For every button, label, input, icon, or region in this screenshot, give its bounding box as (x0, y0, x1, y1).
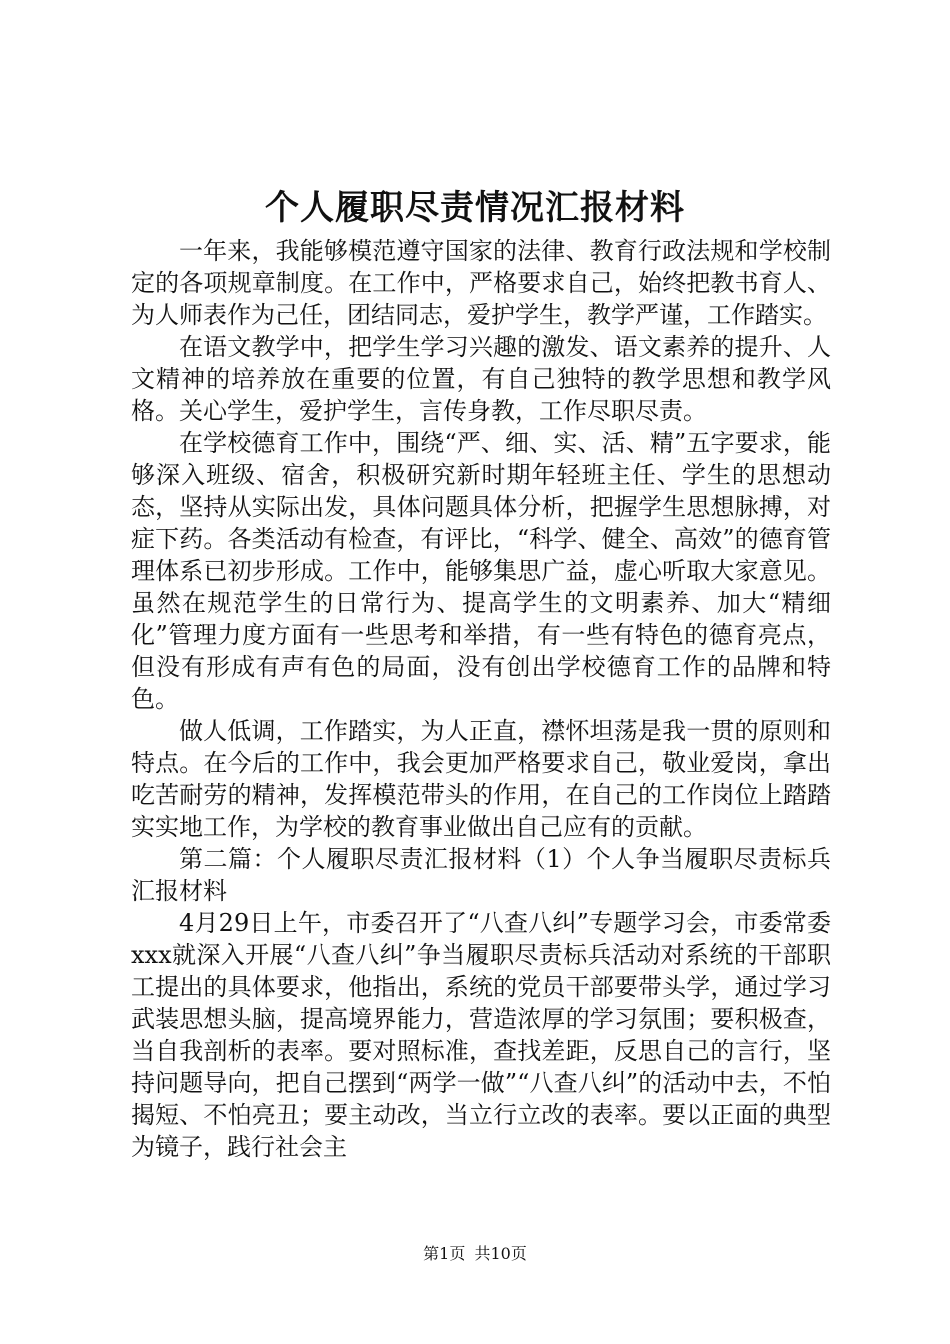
section-heading-2: 第二篇：个人履职尽责汇报材料（1）个人争当履职尽责标兵汇报材料 (131, 845, 831, 905)
page-number: 第1页 (423, 1244, 466, 1263)
page-footer (0, 1242, 950, 1266)
paragraph-2: 在语文教学中，把学生学习兴趣的激发、语文素养的提升、人文精神的培养放在重要的位置，有自己独特的教学思想和教学风格。关心学生，爱护学生，言传身教，工作尽职尽责。 (131, 333, 831, 425)
document-title: 个人履职尽责情况汇报材料 (265, 188, 685, 228)
paragraph-4: 做人低调，工作踏实，为人正直，襟怀坦荡是我一贯的原则和特点。在今后的工作中，我会更加严格要求自己，敬业爱岗，拿出吃苦耐劳的精神，发挥模范带头的作用，在自己的工作岗位上踏踏实实地工作，为学校的教育事业做出自己应有的贡献。 (131, 717, 831, 841)
paragraph-5: 4月29日上午，市委召开了“八查八纠”专题学习会，市委常委xxx就深入开展“八查八纠”争当履职尽责标兵活动对系统的干部职工提出的具体要求，他指出，系统的党员干部要带头学，通过学习武装思想头脑，提高境界能力，营造浓厚的学习氛围；要积极查，当自我剖析的表率。要对照标准，查找差距，反思自己的言行，坚持问题导向，把自己摆到“两学一做”“八查八纠”的活动中去，不怕揭短、不怕亮丑；要主动改，当立行立改的表率。要以正面的典型为镜子，践行社会主 (131, 909, 831, 1161)
page-total: 共10页 (474, 1244, 527, 1263)
paragraph-3: 在学校德育工作中，围绕“严、细、实、活、精”五字要求，能够深入班级、宿舍，积极研究新时期年轻班主任、学生的思想动态，坚持从实际出发，具体问题具体分析，把握学生思想脉搏，对症下药。各类活动有检查，有评比，“科学、健全、高效”的德育管理体系已初步形成。工作中，能够集思广益，虚心听取大家意见。虽然在规范学生的日常行为、提高学生的文明素养、加大“精细化”管理力度方面有一些思考和举措，有一些有特色的德育亮点，但没有形成有声有色的局面，没有创出学校德育工作的品牌和特色。 (131, 429, 831, 713)
paragraph-1: 一年来，我能够模范遵守国家的法律、教育行政法规和学校制定的各项规章制度。在工作中，严格要求自己，始终把教书育人、为人师表作为己任，团结同志，爱护学生，教学严谨，工作踏实。 (131, 237, 831, 329)
document-body (131, 235, 831, 1163)
